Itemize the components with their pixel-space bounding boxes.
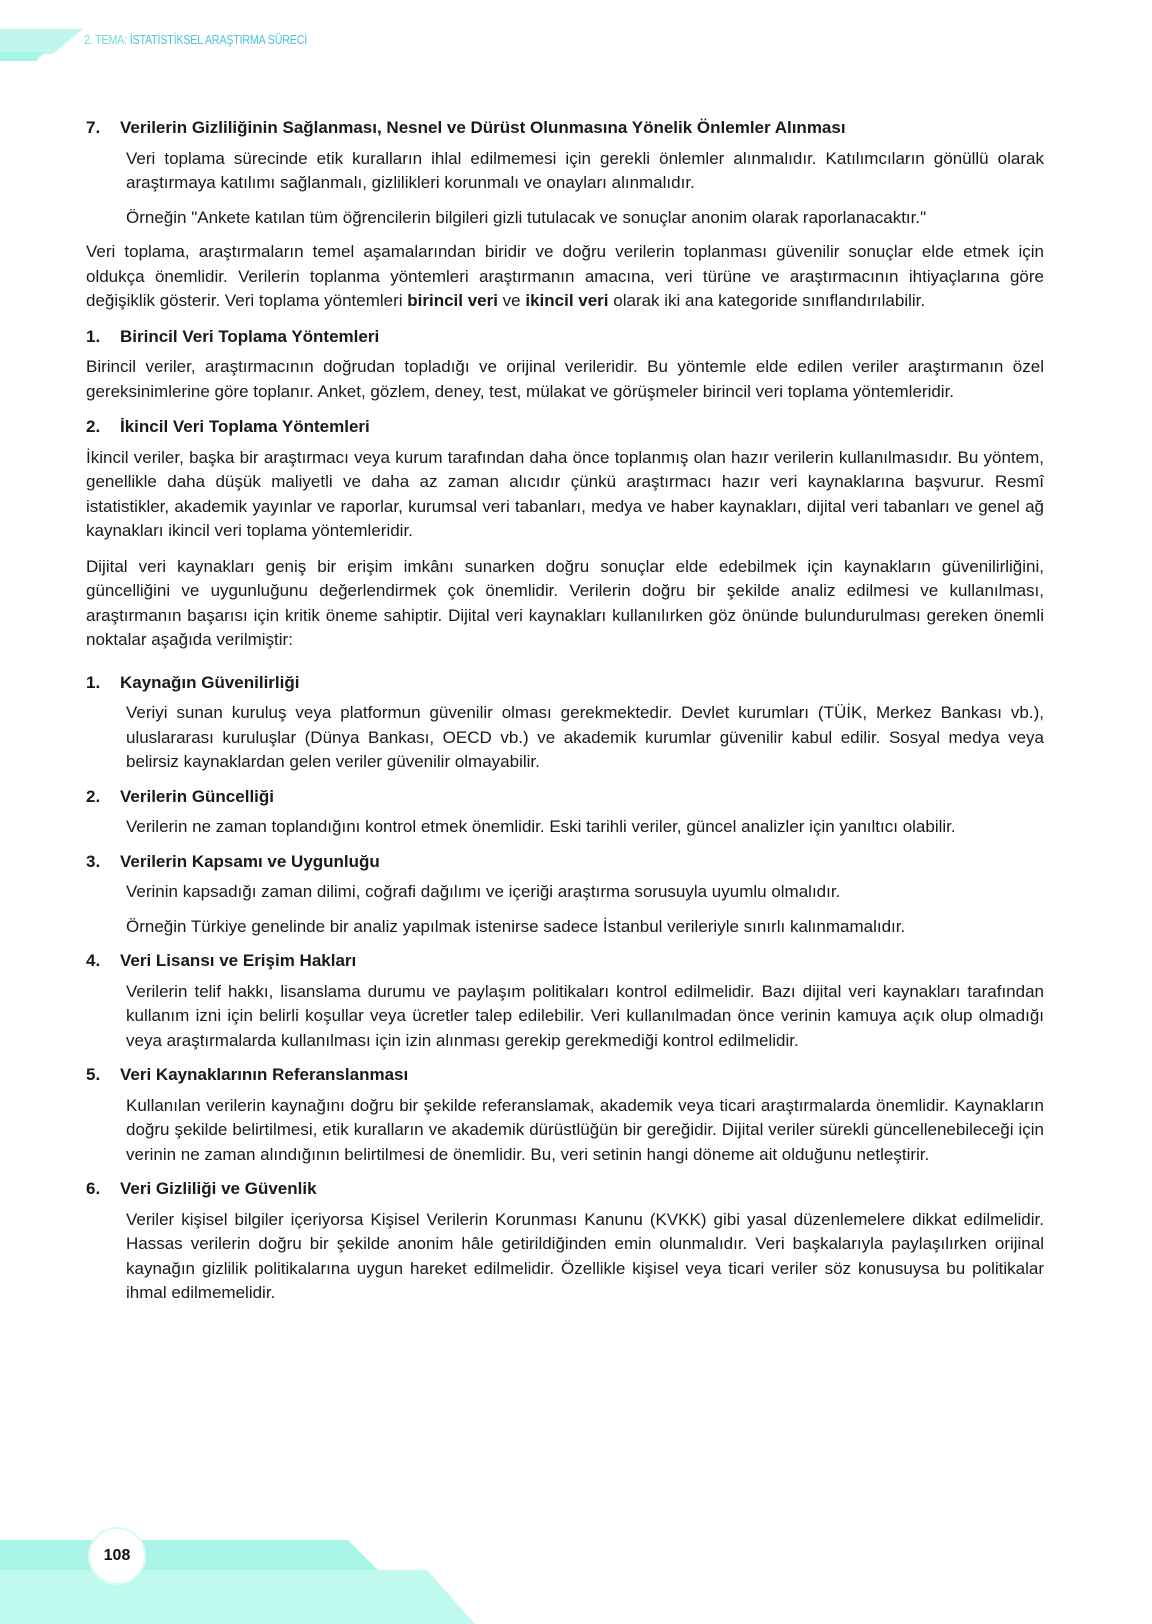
section-7-body: [86, 147, 1044, 231]
term-primary-data: birincil veri: [407, 291, 498, 310]
section-number: 7.: [86, 118, 101, 137]
method-title: Birincil Veri Toplama Yöntemleri: [120, 326, 380, 346]
page-content: [86, 116, 1044, 1316]
point-1-body: [86, 701, 1044, 775]
digital-intro-paragraph: Dijital veri kaynakları geniş bir erişim imkânı sunarken doğru sonuçlar elde edebilmek için kaynakların güvenilirliğini, güncelliğini ve uygunluğunu değerlendirmek çok önemlidir. Verilerin doğru bir şekilde analiz edilmesi ve kullanılması, araştırmanın başarısı için kritik öneme sahiptir. Dijital veri kaynakları kullanılırken göz önünde bulundurulması gereken önemli noktalar aşağıda verilmiştir:: [86, 556, 1044, 649]
section-7-paragraph: Veri toplama sürecinde etik kuralların ihlal edilmemesi için gerekli önlemler alınmalıdır. Katılımcıların gönüllü olarak araştırmaya katılımı sağlanmalı, gizlilikleri korunmalı ve onayları alınmalıdır.: [126, 148, 1044, 192]
point-number: 3.: [86, 851, 101, 871]
intro-text: ve: [497, 291, 526, 310]
intro-text: Veri toplama, araştırmaların temel aşamalarından biridir ve doğru verilerin toplanması güvenilir sonuçlar elde etmek için oldukça önemlidir. Verilerin toplanma yöntemleri araştırmanın amacına, veri türüne ve araştırmacının ihtiyaçlarına göre değişiklik gösterir. Veri toplama yöntemleri: [86, 242, 1044, 310]
point-number: 6.: [86, 1179, 101, 1198]
method-number: 1.: [86, 326, 101, 346]
method-1-body: Birincil veriler, araştırmacının doğrudan topladığı ve orijinal verileridir. Bu yöntemle elde edilen veriler araştırmanın özel gereksinimlerine göre toplanır. Anket, gözlem, deney, test, mülakat ve görüşmeler birincil veri toplama yöntemleridir.: [86, 357, 1044, 401]
method-number: 2.: [86, 417, 101, 436]
point-title: Veri Lisansı ve Erişim Hakları: [120, 951, 357, 970]
point-paragraph: Verinin kapsadığı zaman dilimi, coğrafi dağılımı ve içeriği araştırma sorusuyla uyumlu olmalıdır.: [126, 882, 841, 901]
point-6-body: [86, 1208, 1044, 1306]
method-2-heading: [86, 415, 1044, 440]
point-example: Örneğin Türkiye genelinde bir analiz yapılmak istenirse sadece İstanbul verileriyle sınırlı kalınmamalıdır.: [126, 916, 906, 936]
point-title: Veri Gizliliği ve Güvenlik: [120, 1179, 317, 1198]
intro-paragraph: [86, 240, 1044, 314]
point-4-body: [86, 980, 1044, 1054]
method-title: İkincil Veri Toplama Yöntemleri: [120, 417, 370, 436]
intro-text: olarak iki ana kategoride sınıflandırılabilir.: [608, 291, 926, 310]
section-title: Verilerin Gizliliğinin Sağlanması, Nesnel ve Dürüst Olunmasına Yönelik Önlemler Alınması: [120, 118, 846, 137]
method-1-heading: [86, 325, 1044, 350]
point-paragraph: Verilerin ne zaman toplandığını kontrol etmek önemlidir. Eski tarihli veriler, güncel analizler için yanıltıcı olabilir.: [126, 817, 956, 836]
header-theme-number: 2. TEMA:: [84, 32, 127, 47]
term-secondary-data: ikincil veri: [525, 291, 609, 310]
point-5-heading: [86, 1063, 1044, 1088]
point-number: 5.: [86, 1065, 101, 1084]
point-2-body: [86, 815, 1044, 840]
point-title: Veri Kaynaklarının Referanslanması: [120, 1065, 409, 1084]
point-paragraph: Veriler kişisel bilgiler içeriyorsa Kişisel Verilerin Korunması Kanunu (KVKK) gibi yasal düzenlemelere dikkat edilmelidir. Hassas verilerin doğru bir şekilde anonim hâle getirildiğinden emin olunmalıdır. Veri başkalarıyla paylaşılırken orijinal kaynağın gizlilik politikalarına uygun hareket edilmelidir. Özellikle kişisel veya ticari veriler söz konusuysa bu politikalar ihmal edilmemelidir.: [126, 1209, 1044, 1302]
point-paragraph: Verilerin telif hakkı, lisanslama durumu ve paylaşım politikaları kontrol edilmelidir. Bazı dijital veri kaynakları tarafından kullanım izni için belirli koşullar veya ücretler talep edilebilir. Veri kullanılmadan önce verinin kamuya açık olup olmadığı veya araştırmalarda kullanılması için izin alınması gerekip gerekmediği kontrol edilmelidir.: [126, 981, 1044, 1050]
running-header: [84, 32, 307, 47]
point-number: 4.: [86, 951, 101, 970]
footer-decor-band-lower: [0, 1570, 475, 1624]
point-6-heading: [86, 1177, 1044, 1202]
page-number-text: 108: [103, 1547, 131, 1564]
point-number: 2.: [86, 786, 101, 806]
header-theme-title: İSTATİSTİKSEL ARAŞTIRMA SÜRECİ: [129, 32, 308, 47]
page-number: [88, 1527, 146, 1585]
point-title: Verilerin Güncelliği: [120, 786, 274, 806]
point-3-heading: [86, 850, 1044, 875]
point-1-heading: [86, 671, 1044, 696]
point-paragraph: Kullanılan verilerin kaynağını doğru bir şekilde referanslamak, akademik veya ticari araştırmalarda önemlidir. Kaynakların doğru şekilde belirtilmesi, etik kuralların ve akademik dürüstlüğün bir gereğidir. Dijital veriler sürekli güncellenebileceği için verinin ne zaman alındığının belirtilmesi de önemlidir. Bu, veri setinin hangi döneme ait olduğunu netleştirir.: [126, 1095, 1044, 1164]
header-decor-band: [0, 29, 83, 54]
point-2-heading: [86, 785, 1044, 810]
point-title: Kaynağın Güvenilirliği: [120, 672, 300, 692]
point-number: 1.: [86, 672, 101, 692]
point-4-heading: [86, 949, 1044, 974]
point-paragraph: Veriyi sunan kuruluş veya platformun güvenilir olması gerekmektedir. Devlet kurumları (TÜİK, Merkez Bankası vb.), uluslararası kuruluşlar (Dünya Bankası, OECD vb.) ve akademik kurumlar güvenilir kabul edilir. Sosyal medya veya belirsiz kaynaklardan gelen veriler güvenilir olmayabilir.: [126, 703, 1044, 771]
footer-decor-band-upper: [0, 1540, 378, 1570]
point-5-body: [86, 1094, 1044, 1168]
point-title: Verilerin Kapsamı ve Uygunluğu: [120, 851, 380, 871]
section-7-heading: [86, 116, 1044, 141]
point-3-body: [86, 880, 1044, 939]
method-2-body: İkincil veriler, başka bir araştırmacı veya kurum tarafından daha önce toplanmış olan hazır verilerin kullanılmasıdır. Bu yöntem, genellikle daha düşük maliyetli ve daha az zaman alıcıdır çünkü araştırmacı hazır veri kaynaklarına başvurur. Resmî istatistikler, akademik yayınlar ve raporlar, kurumsal veri tabanları, medya ve haber kaynakları, dijital veri tabanları ve genel ağ kaynakları ikincil veri toplama yöntemleridir.: [86, 447, 1044, 540]
header-decor-band-lower: [0, 52, 45, 61]
section-7-example: Örneğin "Ankete katılan tüm öğrencilerin bilgileri gizli tutulacak ve sonuçlar anonim olarak raporlanacaktır.": [126, 207, 927, 227]
